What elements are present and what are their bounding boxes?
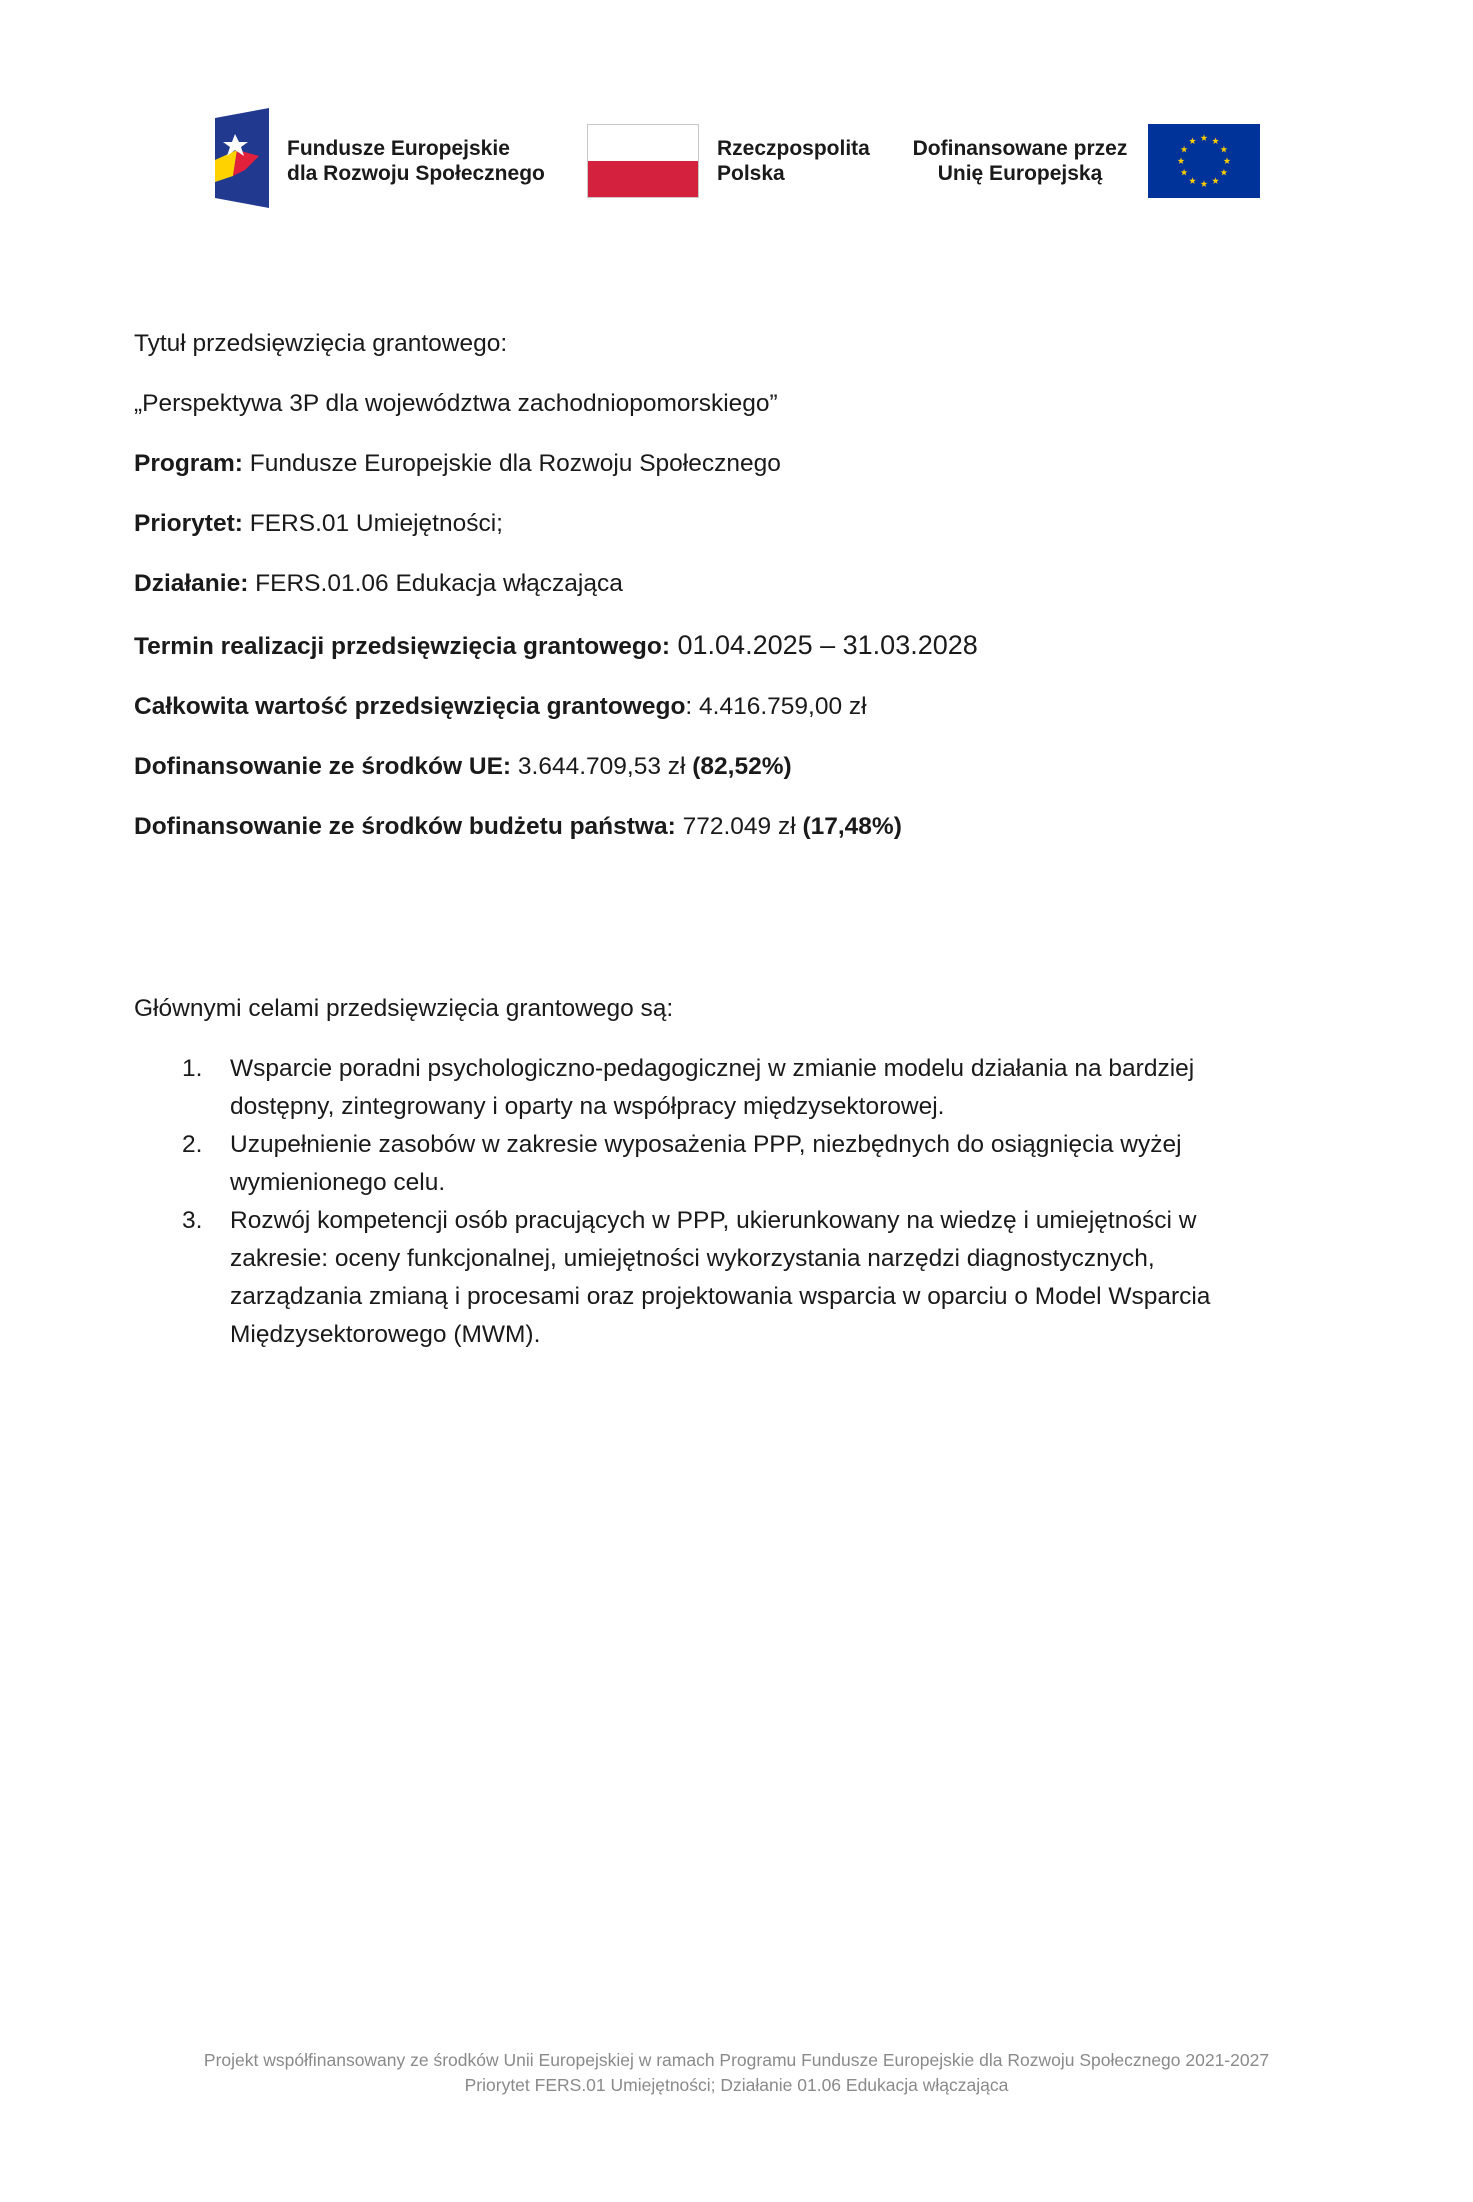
budzet-row [134, 813, 902, 841]
goals-intro: Głównymi celami przedsięwzięcia grantowego są: [134, 995, 674, 1022]
dzialanie-row [134, 570, 623, 598]
goal-item [134, 1050, 1304, 1126]
wartosc-value: : 4.416.759,00 zł [685, 693, 867, 720]
goals-list [134, 1050, 1304, 1354]
dzialanie-value: FERS.01.06 Edukacja włączająca [248, 570, 623, 597]
ue-percent: (82,52%) [692, 753, 792, 780]
fe-emblem-icon [215, 108, 269, 208]
goal-line: zarządzania zmianą i procesami oraz projektowania wsparcia w oparciu o Model Wsparcia [230, 1283, 1211, 1310]
eu-flag-icon [1148, 124, 1260, 198]
termin-value: 01.04.2025 – 31.03.2028 [670, 630, 978, 660]
goal-line: dostępny, zintegrowany i oparty na współpracy międzysektorowej. [230, 1093, 945, 1120]
goal-line: Rozwój kompetencji osób pracujących w PPP, ukierunkowany na wiedzę i umiejętności w [230, 1207, 1197, 1234]
fe-logo-text [287, 136, 545, 186]
eu-logo-line1: Dofinansowane przez [912, 137, 1128, 160]
goal-line: wymienionego celu. [230, 1169, 446, 1196]
rp-logo-line1: Rzeczpospolita [717, 137, 870, 160]
goal-line: Uzupełnienie zasobów w zakresie wyposażenia PPP, niezbędnych do osiągnięcia wyżej [230, 1131, 1182, 1158]
title-label: Tytuł przedsięwzięcia grantowego: [134, 330, 508, 357]
program-label: Program: [134, 450, 243, 477]
goal-item [134, 1126, 1304, 1202]
footer-line1: Projekt współfinansowany ze środków Unii Europejskiej w ramach Programu Fundusze Europejskie dla Rozwoju Społecznego 2021-2027 [203, 2050, 1270, 2070]
goal-line: Wsparcie poradni psychologiczno-pedagogicznej w zmianie modelu działania na bardziej [230, 1055, 1195, 1082]
title-value: „Perspektywa 3P dla województwa zachodniopomorskiego” [134, 390, 778, 417]
rp-logo-line2: Polska [717, 162, 785, 185]
goal-line: zakresie: oceny funkcjonalnej, umiejętności wykorzystania narzędzi diagnostycznych, [230, 1245, 1155, 1272]
rp-logo [587, 106, 907, 211]
budzet-value: 772.049 zł [675, 813, 803, 840]
priorytet-label: Priorytet: [134, 510, 243, 537]
termin-label: Termin realizacji przedsięwzięcia grantowego: [134, 633, 670, 660]
logo-bar [215, 106, 1260, 211]
wartosc-row [134, 693, 867, 721]
program-value: Fundusze Europejskie dla Rozwoju Społecznego [242, 450, 781, 477]
ue-row [134, 753, 792, 781]
goal-number: 1. [182, 1055, 203, 1082]
goal-item [134, 1202, 1304, 1354]
fe-logo-line1: Fundusze Europejskie [287, 137, 510, 160]
eu-logo-text [905, 136, 1135, 186]
ue-value: 3.644.709,53 zł [511, 753, 693, 780]
program-row [134, 450, 781, 478]
fe-logo [215, 106, 575, 211]
eu-logo [905, 106, 1260, 211]
priorytet-value: FERS.01 Umiejętności; [242, 510, 503, 537]
goal-number: 2. [182, 1131, 203, 1158]
eu-logo-line2: Unię Europejską [937, 162, 1103, 185]
ue-label: Dofinansowanie ze środków UE: [134, 753, 512, 780]
budzet-percent: (17,48%) [802, 813, 902, 840]
wartosc-label: Całkowita wartość przedsięwzięcia grantowego [134, 693, 686, 720]
dzialanie-label: Działanie: [134, 570, 249, 597]
priorytet-row [134, 510, 503, 538]
polish-flag-icon [587, 124, 699, 198]
footer [0, 2048, 1473, 2098]
termin-row [134, 630, 978, 661]
rp-logo-text [717, 136, 870, 186]
budzet-label: Dofinansowanie ze środków budżetu państwa: [134, 813, 676, 840]
goal-line: Międzysektorowego (MWM). [230, 1321, 541, 1348]
footer-line2: Priorytet FERS.01 Umiejętności; Działanie 01.06 Edukacja włączająca [464, 2075, 1009, 2095]
goal-number: 3. [182, 1207, 203, 1234]
fe-logo-line2: dla Rozwoju Społecznego [287, 162, 545, 185]
